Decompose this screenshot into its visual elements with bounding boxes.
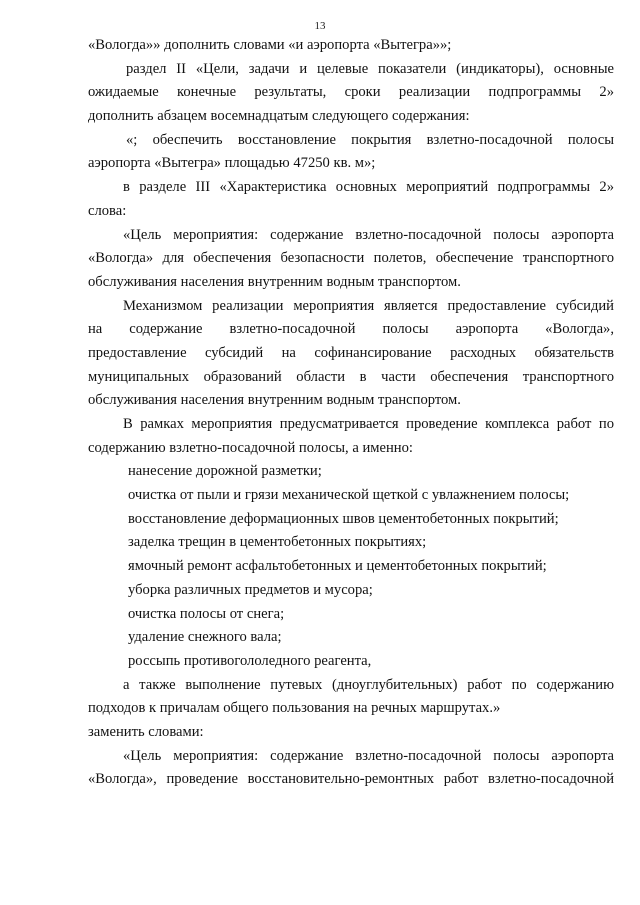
text-line: аэропорта «Вытегра» площадью 47250 кв. м»; [88, 155, 376, 172]
text-line: ожидаемые конечные результаты, сроки реализации подпрограммы 2» [88, 84, 614, 101]
list-item: очистка от пыли и грязи механической щеткой с увлажнением полосы; [128, 487, 570, 504]
list-item: заделка трещин в цементобетонных покрытиях; [128, 534, 427, 551]
text-line: дополнить абзацем восемнадцатым следующего содержания: [88, 108, 470, 125]
list-item: очистка полосы от снега; [128, 605, 285, 622]
paragraph-line: а также выполнение путевых (дноуглубительных) работ по содержанию [123, 676, 614, 693]
paragraph-line: в разделе III «Характеристика основных мероприятий подпрограммы 2» [123, 179, 614, 196]
page-number: 13 [314, 20, 326, 32]
text-line: содержанию взлетно-посадочной полосы, а именно: [88, 439, 413, 456]
text-line: предоставление субсидий на софинансирование расходных обязательств [88, 344, 614, 361]
text-line: «Вологда» для обеспечения безопасности полетов, обеспечение транспортного [88, 250, 614, 267]
text-line: «Вологда»» дополнить словами «и аэропорта «Вытегра»»; [88, 37, 452, 53]
text-line: на содержание взлетно-посадочной полосы аэропорта «Вологда», [88, 321, 614, 338]
text-line: заменить словами: [88, 723, 204, 740]
text-line: обслуживания населения внутренним водным транспортом. [88, 392, 461, 409]
paragraph-line: В рамках мероприятия предусматривается проведение комплекса работ по [123, 416, 614, 432]
text-line: муниципальных образований области в части обеспечения транспортного [88, 368, 614, 385]
list-item: ямочный ремонт асфальтобетонных и цементобетонных покрытий; [128, 558, 547, 575]
list-item: нанесение дорожной разметки; [128, 463, 322, 480]
text-line: слова: [88, 202, 127, 219]
paragraph-line: Механизмом реализации мероприятия является предоставление субсидий [123, 297, 614, 314]
text-line: «Вологда», проведение восстановительно-ремонтных работ взлетно-посадочной [88, 771, 614, 788]
document-body [88, 34, 614, 792]
paragraph-line: «Цель мероприятия: содержание взлетно-посадочной полосы аэропорта [123, 226, 614, 243]
list-item: уборка различных предметов и мусора; [128, 581, 373, 598]
text-line: подходов к причалам общего пользования на речных маршрутах.» [88, 700, 501, 717]
list-item: восстановление деформационных швов цементобетонных покрытий; [128, 510, 559, 527]
list-item: россыпь противогололедного реагента, [128, 652, 372, 669]
paragraph-line: «; обеспечить восстановление покрытия взлетно-посадочной полосы [126, 131, 614, 148]
paragraph-line: раздел II «Цели, задачи и целевые показатели (индикаторы), основные [126, 60, 614, 77]
list-item: удаление снежного вала; [128, 629, 282, 646]
paragraph-line: «Цель мероприятия: содержание взлетно-посадочной полосы аэропорта [123, 747, 614, 764]
text-line: обслуживания населения внутренним водным транспортом. [88, 273, 461, 290]
